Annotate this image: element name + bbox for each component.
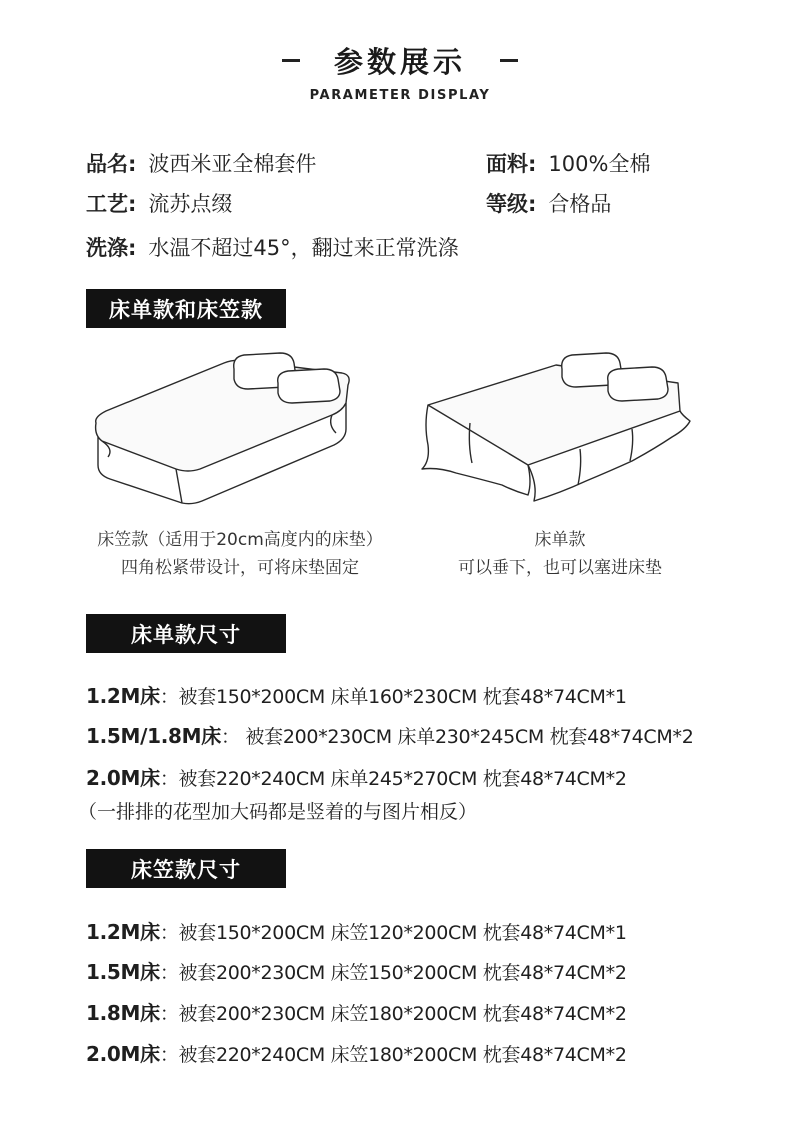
fitted-size-label: 1.5M床 — [86, 960, 160, 984]
fitted-size-detail: ：被套220*240CM 床笠180*200CM 枕套48*74CM*2 — [159, 1044, 627, 1066]
param-fabric — [486, 148, 650, 178]
page-subtitle: PARAMETER DISPLAY — [309, 88, 491, 103]
flat-size-row — [86, 720, 694, 749]
section-heading-styles: 床单款和床笠款 — [86, 289, 286, 328]
fitted-sheet-illustration — [84, 345, 374, 505]
param-wash — [86, 232, 459, 262]
fitted-caption-2: 四角松紧带设计，可将床垫固定 — [121, 558, 359, 578]
param-name — [86, 148, 316, 178]
fitted-size-detail: ：被套200*230CM 床笠180*200CM 枕套48*74CM*2 — [159, 1003, 627, 1025]
flat-size-label: 2.0M床 — [86, 766, 160, 790]
section-heading-flat-sizes: 床单款尺寸 — [86, 614, 286, 653]
param-craft-label: 工艺: — [86, 192, 137, 216]
param-grade — [486, 188, 611, 218]
flat-size-label: 1.5M/1.8M床 — [86, 724, 221, 748]
flat-sheet-illustration — [410, 345, 710, 505]
fitted-size-row — [86, 916, 627, 945]
fitted-size-row — [86, 997, 627, 1026]
param-grade-label: 等级: — [486, 192, 537, 216]
flat-size-detail: ： 被套200*230CM 床单230*245CM 枕套48*74CM*2 — [220, 726, 694, 748]
param-fabric-label: 面料: — [486, 152, 537, 176]
title-dash-right — [500, 59, 518, 62]
flat-size-detail: ：被套220*240CM 床单245*270CM 枕套48*74CM*2 — [159, 768, 627, 790]
flat-size-row — [86, 680, 627, 709]
fitted-size-label: 1.2M床 — [86, 920, 160, 944]
flat-size-detail: ：被套150*200CM 床单160*230CM 枕套48*74CM*1 — [159, 686, 627, 708]
title-dash-left — [282, 59, 300, 62]
page-title-row — [0, 38, 800, 82]
flat-caption-2: 可以垂下，也可以塞进床垫 — [458, 558, 662, 578]
param-grade-value: 合格品 — [548, 192, 612, 216]
page-title: 参数展示 — [333, 44, 466, 79]
param-name-label: 品名: — [86, 152, 137, 176]
param-name-value: 波西米亚全棉套件 — [148, 152, 317, 176]
flat-size-note: （一排排的花型加大码都是竖着的与图片相反） — [78, 801, 478, 823]
param-wash-label: 洗涤: — [86, 236, 137, 260]
param-craft — [86, 188, 232, 218]
fitted-size-row — [86, 956, 627, 985]
flat-size-label: 1.2M床 — [86, 684, 160, 708]
param-craft-value: 流苏点缀 — [148, 192, 233, 216]
flat-size-row — [86, 762, 627, 791]
param-fabric-value: 100%全棉 — [548, 152, 651, 176]
fitted-caption-1: 床笠款（适用于20cm高度内的床垫） — [97, 530, 383, 550]
param-wash-value: 水温不超过45°，翻过来正常洗涤 — [148, 236, 459, 260]
fitted-size-label: 2.0M床 — [86, 1042, 160, 1066]
fitted-size-row — [86, 1038, 627, 1067]
fitted-size-detail: ：被套200*230CM 床笠150*200CM 枕套48*74CM*2 — [159, 962, 627, 984]
fitted-size-label: 1.8M床 — [86, 1001, 160, 1025]
section-heading-fitted-sizes: 床笠款尺寸 — [86, 849, 286, 888]
fitted-size-detail: ：被套150*200CM 床笠120*200CM 枕套48*74CM*1 — [159, 922, 627, 944]
flat-caption-1: 床单款 — [534, 530, 586, 550]
